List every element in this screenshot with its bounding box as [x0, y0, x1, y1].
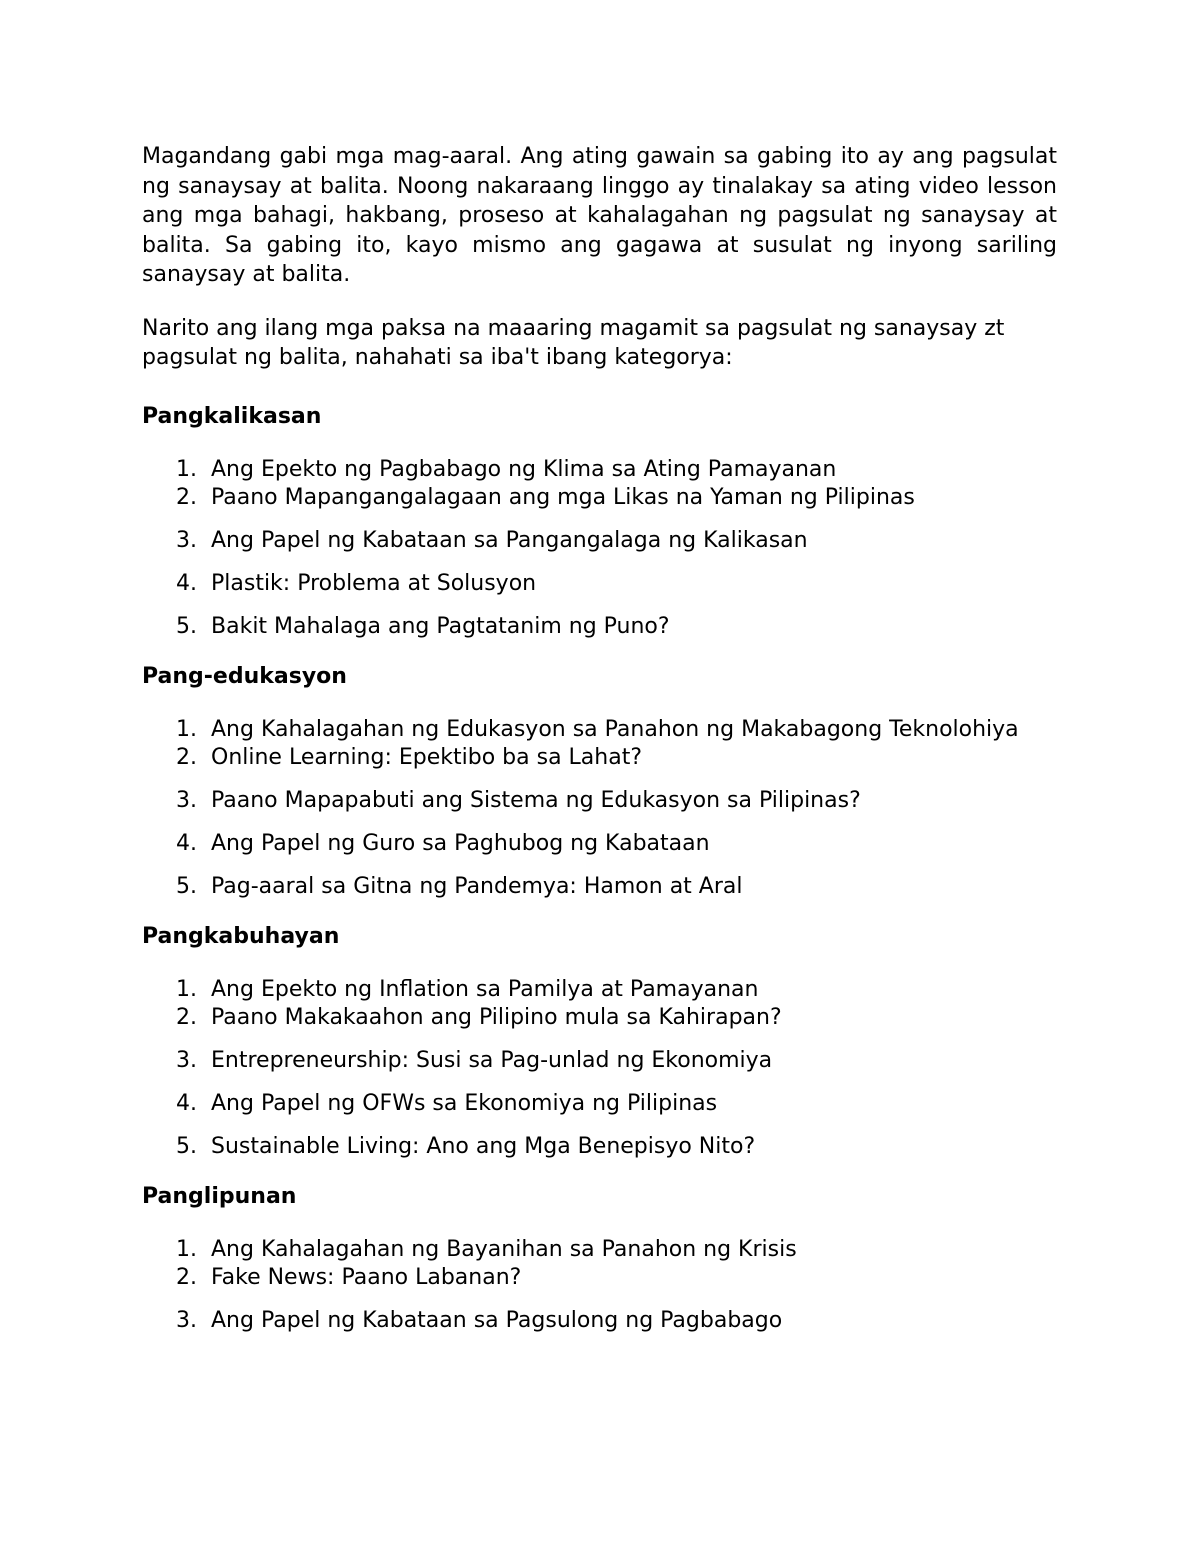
list-item-text: Bakit Mahalaga ang Pagtatanim ng Puno? — [211, 613, 670, 639]
list-item-text: Ang Kahalagahan ng Bayanihan sa Panahon ng Krisis — [211, 1236, 797, 1262]
list-item — [142, 457, 1057, 483]
section-heading-pangkalikasan: Pangkalikasan — [142, 403, 322, 429]
list-item-text: Ang Papel ng Guro sa Paghubog ng Kabataan — [211, 830, 710, 856]
list-item-text: Online Learning: Epektibo ba sa Lahat? — [211, 744, 643, 770]
list-item — [142, 485, 1057, 511]
list-number: 5. — [176, 613, 197, 639]
list-item-text: Ang Epekto ng Inflation sa Pamilya at Pamayanan — [211, 976, 759, 1002]
topic-list-pang-edukasyon — [142, 717, 1057, 900]
section-heading-panglipunan: Panglipunan — [142, 1183, 297, 1209]
list-item-text: Paano Mapangangalagaan ang mga Likas na Yaman ng Pilipinas — [211, 484, 915, 510]
list-item-text: Entrepreneurship: Susi sa Pag-unlad ng Ekonomiya — [211, 1047, 773, 1073]
list-item — [142, 1048, 1057, 1074]
list-item-text: Ang Kahalagahan ng Edukasyon sa Panahon ng Makabagong Teknolohiya — [211, 716, 1019, 742]
list-item — [142, 831, 1057, 857]
topic-list-panglipunan — [142, 1237, 1057, 1334]
list-item-text: Plastik: Problema at Solusyon — [211, 570, 537, 596]
list-number: 4. — [176, 1090, 197, 1116]
list-item — [142, 1005, 1057, 1031]
document-page — [142, 142, 1057, 1351]
list-number: 1. — [176, 976, 197, 1002]
list-item — [142, 717, 1057, 743]
list-number: 5. — [176, 1133, 197, 1159]
section-heading-pangkabuhayan: Pangkabuhayan — [142, 923, 340, 949]
list-item — [142, 571, 1057, 597]
list-item-text: Ang Papel ng Kabataan sa Pangangalaga ng Kalikasan — [211, 527, 808, 553]
list-item-text: Sustainable Living: Ano ang Mga Benepisyo Nito? — [211, 1133, 756, 1159]
list-number: 5. — [176, 873, 197, 899]
list-item — [142, 1237, 1057, 1263]
list-item — [142, 788, 1057, 814]
list-item-text: Pag-aaral sa Gitna ng Pandemya: Hamon at Aral — [211, 873, 743, 899]
list-number: 3. — [176, 1047, 197, 1073]
list-item-text: Ang Epekto ng Pagbabago ng Klima sa Ating Pamayanan — [211, 456, 837, 482]
list-number: 3. — [176, 1307, 197, 1333]
list-item — [142, 977, 1057, 1003]
list-number: 1. — [176, 1236, 197, 1262]
list-item-text: Paano Mapapabuti ang Sistema ng Edukasyon sa Pilipinas? — [211, 787, 861, 813]
list-number: 1. — [176, 716, 197, 742]
list-number: 2. — [176, 1004, 197, 1030]
topic-list-pangkalikasan — [142, 457, 1057, 640]
list-number: 3. — [176, 527, 197, 553]
intro-paragraph: Magandang gabi mga mag-aaral. Ang ating gawain sa gabing ito ay ang pagsulat ng sanaysay at balita. Noong nakaraang linggo ay tinalakay sa ating video lesson ang mga bahagi, hakbang, proseso at kahalagahan ng pagsulat ng sanaysay at balita. Sa gabing ito, kayo mismo ang gagawa at susulat ng inyong sariling sanaysay at balita. — [142, 144, 1057, 287]
list-number: 4. — [176, 830, 197, 856]
list-number: 3. — [176, 787, 197, 813]
list-item — [142, 614, 1057, 640]
topic-list-pangkabuhayan — [142, 977, 1057, 1160]
list-item — [142, 1308, 1057, 1334]
list-item-text: Fake News: Paano Labanan? — [211, 1264, 522, 1290]
list-item-text: Ang Papel ng OFWs sa Ekonomiya ng Pilipinas — [211, 1090, 718, 1116]
list-item — [142, 745, 1057, 771]
intro-paragraph-2: Narito ang ilang mga paksa na maaaring magamit sa pagsulat ng sanaysay zt pagsulat ng balita, nahahati sa iba't ibang kategorya: — [142, 315, 1005, 370]
list-number: 2. — [176, 744, 197, 770]
list-number: 4. — [176, 570, 197, 596]
list-item-text: Paano Makakaahon ang Pilipino mula sa Kahirapan? — [211, 1004, 782, 1030]
section-heading-pang-edukasyon: Pang-edukasyon — [142, 663, 347, 689]
list-number: 1. — [176, 456, 197, 482]
list-item — [142, 528, 1057, 554]
list-number: 2. — [176, 484, 197, 510]
list-item — [142, 874, 1057, 900]
list-item — [142, 1091, 1057, 1117]
list-number: 2. — [176, 1264, 197, 1290]
list-item — [142, 1134, 1057, 1160]
list-item-text: Ang Papel ng Kabataan sa Pagsulong ng Pagbabago — [211, 1307, 783, 1333]
list-item — [142, 1265, 1057, 1291]
